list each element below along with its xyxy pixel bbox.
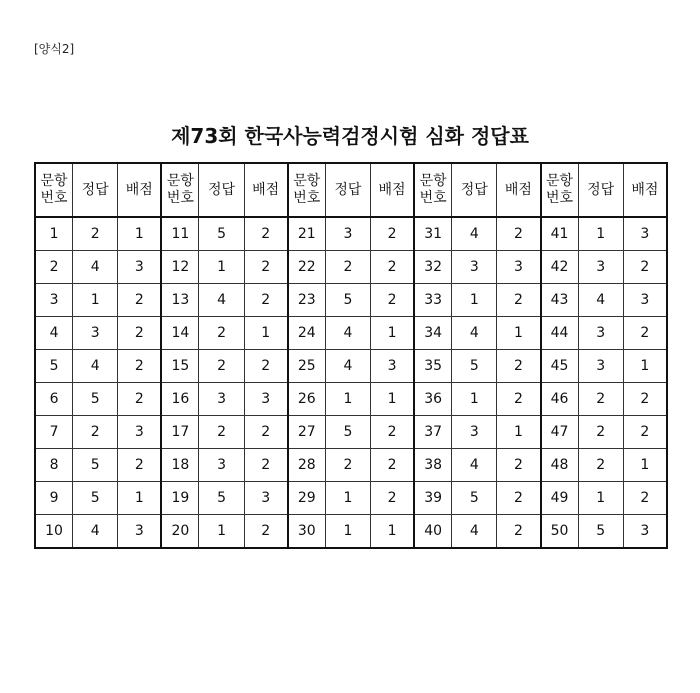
points-cell: 2 (244, 449, 288, 482)
points-cell: 3 (244, 482, 288, 515)
question-number-cell: 29 (288, 482, 326, 515)
answer-cell: 3 (452, 416, 497, 449)
points-cell: 3 (623, 217, 667, 251)
answer-cell: 4 (452, 515, 497, 549)
answer-body (35, 217, 667, 548)
question-number-cell: 17 (161, 416, 199, 449)
header-answer: 정답 (199, 163, 244, 217)
header-row (35, 163, 667, 217)
question-number-cell: 47 (541, 416, 579, 449)
question-number-cell: 8 (35, 449, 73, 482)
question-number-cell: 16 (161, 383, 199, 416)
answer-cell: 2 (325, 251, 370, 284)
question-number-cell: 7 (35, 416, 73, 449)
answer-cell: 2 (325, 449, 370, 482)
header-question-number-line: 문항 (166, 173, 194, 189)
question-number-cell: 10 (35, 515, 73, 549)
answer-cell: 3 (325, 217, 370, 251)
table-row (35, 416, 667, 449)
points-cell: 2 (371, 217, 415, 251)
points-cell: 2 (244, 515, 288, 549)
question-number-cell: 37 (414, 416, 452, 449)
answer-cell: 5 (578, 515, 623, 549)
header-points: 배점 (623, 163, 667, 217)
question-number-cell: 14 (161, 317, 199, 350)
question-number-cell: 23 (288, 284, 326, 317)
points-cell: 2 (244, 350, 288, 383)
answer-cell: 2 (199, 416, 244, 449)
question-number-cell: 25 (288, 350, 326, 383)
points-cell: 3 (244, 383, 288, 416)
points-cell: 2 (371, 284, 415, 317)
question-number-cell: 20 (161, 515, 199, 549)
points-cell: 2 (371, 449, 415, 482)
question-number-cell: 35 (414, 350, 452, 383)
points-cell: 1 (497, 416, 541, 449)
points-cell: 1 (623, 350, 667, 383)
question-number-cell: 27 (288, 416, 326, 449)
answer-cell: 2 (199, 350, 244, 383)
points-cell: 1 (497, 317, 541, 350)
points-cell: 2 (244, 284, 288, 317)
question-number-cell: 3 (35, 284, 73, 317)
table-row (35, 217, 667, 251)
question-number-cell: 40 (414, 515, 452, 549)
question-number-cell: 45 (541, 350, 579, 383)
question-number-cell: 15 (161, 350, 199, 383)
question-number-cell: 5 (35, 350, 73, 383)
question-number-cell: 2 (35, 251, 73, 284)
question-number-cell: 49 (541, 482, 579, 515)
question-number-cell: 6 (35, 383, 73, 416)
answer-cell: 3 (73, 317, 118, 350)
question-number-cell: 38 (414, 449, 452, 482)
points-cell: 2 (497, 217, 541, 251)
question-number-cell: 41 (541, 217, 579, 251)
question-number-cell: 22 (288, 251, 326, 284)
question-number-cell: 28 (288, 449, 326, 482)
answer-cell: 1 (578, 482, 623, 515)
question-number-cell: 26 (288, 383, 326, 416)
points-cell: 1 (118, 482, 162, 515)
points-cell: 2 (118, 317, 162, 350)
header-question-number-line: 문항 (40, 173, 68, 189)
question-number-cell: 21 (288, 217, 326, 251)
question-number-cell: 39 (414, 482, 452, 515)
header-points: 배점 (371, 163, 415, 217)
points-cell: 2 (623, 251, 667, 284)
answer-cell: 5 (325, 416, 370, 449)
points-cell: 2 (118, 284, 162, 317)
question-number-cell: 4 (35, 317, 73, 350)
points-cell: 3 (118, 416, 162, 449)
points-cell: 1 (118, 217, 162, 251)
answer-cell: 4 (73, 251, 118, 284)
form-label: [양식2] (34, 42, 75, 56)
answer-cell: 5 (73, 449, 118, 482)
points-cell: 3 (623, 515, 667, 549)
answer-table (34, 162, 668, 549)
points-cell: 2 (623, 482, 667, 515)
points-cell: 2 (497, 482, 541, 515)
answer-cell: 4 (452, 449, 497, 482)
question-number-cell: 46 (541, 383, 579, 416)
points-cell: 2 (623, 416, 667, 449)
question-number-cell: 19 (161, 482, 199, 515)
question-number-cell: 43 (541, 284, 579, 317)
points-cell: 2 (497, 284, 541, 317)
question-number-cell: 11 (161, 217, 199, 251)
header-question-number-line: 번호 (166, 190, 194, 206)
header-question-number-line: 번호 (419, 190, 447, 206)
answer-cell: 1 (578, 217, 623, 251)
answer-cell: 4 (325, 317, 370, 350)
header-answer: 정답 (325, 163, 370, 217)
table-row (35, 449, 667, 482)
answer-cell: 2 (578, 416, 623, 449)
answer-cell: 1 (199, 251, 244, 284)
points-cell: 2 (497, 515, 541, 549)
answer-cell: 3 (199, 383, 244, 416)
answer-cell: 4 (325, 350, 370, 383)
header-answer: 정답 (452, 163, 497, 217)
answer-cell: 3 (199, 449, 244, 482)
answer-cell: 2 (73, 416, 118, 449)
points-cell: 2 (371, 482, 415, 515)
question-number-cell: 12 (161, 251, 199, 284)
points-cell: 1 (371, 515, 415, 549)
points-cell: 3 (371, 350, 415, 383)
header-answer: 정답 (578, 163, 623, 217)
points-cell: 3 (118, 515, 162, 549)
table-row (35, 482, 667, 515)
header-question-number (414, 163, 452, 217)
points-cell: 3 (497, 251, 541, 284)
points-cell: 2 (623, 317, 667, 350)
points-cell: 1 (623, 449, 667, 482)
question-number-cell: 50 (541, 515, 579, 549)
header-question-number-line: 문항 (419, 173, 447, 189)
answer-cell: 3 (452, 251, 497, 284)
question-number-cell: 42 (541, 251, 579, 284)
answer-cell: 3 (578, 350, 623, 383)
question-number-cell: 36 (414, 383, 452, 416)
points-cell: 2 (623, 383, 667, 416)
question-number-cell: 32 (414, 251, 452, 284)
table-row (35, 350, 667, 383)
header-question-number-line: 문항 (293, 173, 321, 189)
answer-cell: 2 (73, 217, 118, 251)
header-question-number (288, 163, 326, 217)
points-cell: 1 (244, 317, 288, 350)
points-cell: 2 (244, 217, 288, 251)
table-row (35, 251, 667, 284)
answer-cell: 1 (452, 383, 497, 416)
answer-cell: 1 (73, 284, 118, 317)
header-question-number (541, 163, 579, 217)
question-number-cell: 33 (414, 284, 452, 317)
question-number-cell: 30 (288, 515, 326, 549)
points-cell: 2 (118, 383, 162, 416)
header-answer: 정답 (73, 163, 118, 217)
question-number-cell: 31 (414, 217, 452, 251)
answer-cell: 1 (325, 383, 370, 416)
answer-cell: 4 (199, 284, 244, 317)
table-row (35, 515, 667, 549)
table-row (35, 317, 667, 350)
points-cell: 1 (371, 317, 415, 350)
answer-cell: 5 (199, 217, 244, 251)
answer-cell: 5 (452, 482, 497, 515)
header-points: 배점 (497, 163, 541, 217)
points-cell: 1 (371, 383, 415, 416)
question-number-cell: 13 (161, 284, 199, 317)
page-title: 제73회 한국사능력검정시험 심화 정답표 (171, 124, 529, 148)
table-row (35, 284, 667, 317)
answer-cell: 4 (578, 284, 623, 317)
answer-cell: 5 (199, 482, 244, 515)
answer-cell: 5 (73, 482, 118, 515)
answer-cell: 2 (578, 383, 623, 416)
header-points: 배점 (118, 163, 162, 217)
answer-cell: 2 (578, 449, 623, 482)
answer-cell: 5 (73, 383, 118, 416)
answer-cell: 1 (325, 482, 370, 515)
answer-cell: 3 (578, 251, 623, 284)
answer-cell: 1 (325, 515, 370, 549)
question-number-cell: 34 (414, 317, 452, 350)
answer-cell: 4 (73, 350, 118, 383)
answer-cell: 3 (578, 317, 623, 350)
points-cell: 2 (497, 350, 541, 383)
question-number-cell: 9 (35, 482, 73, 515)
question-number-cell: 48 (541, 449, 579, 482)
table-row (35, 383, 667, 416)
points-cell: 2 (244, 416, 288, 449)
points-cell: 2 (371, 416, 415, 449)
answer-cell: 5 (325, 284, 370, 317)
header-question-number (35, 163, 73, 217)
header-question-number-line: 번호 (293, 190, 321, 206)
header-question-number (161, 163, 199, 217)
points-cell: 3 (118, 251, 162, 284)
answer-cell: 2 (199, 317, 244, 350)
points-cell: 2 (118, 449, 162, 482)
question-number-cell: 1 (35, 217, 73, 251)
answer-cell: 4 (73, 515, 118, 549)
header-question-number-line: 번호 (546, 190, 574, 206)
question-number-cell: 24 (288, 317, 326, 350)
answer-cell: 1 (199, 515, 244, 549)
question-number-cell: 18 (161, 449, 199, 482)
header-points: 배점 (244, 163, 288, 217)
header-question-number-line: 번호 (40, 190, 68, 206)
points-cell: 2 (244, 251, 288, 284)
points-cell: 2 (118, 350, 162, 383)
points-cell: 2 (497, 449, 541, 482)
answer-cell: 5 (452, 350, 497, 383)
question-number-cell: 44 (541, 317, 579, 350)
points-cell: 3 (623, 284, 667, 317)
points-cell: 2 (497, 383, 541, 416)
answer-cell: 4 (452, 217, 497, 251)
points-cell: 2 (371, 251, 415, 284)
header-question-number-line: 문항 (546, 173, 574, 189)
answer-cell: 1 (452, 284, 497, 317)
answer-cell: 4 (452, 317, 497, 350)
